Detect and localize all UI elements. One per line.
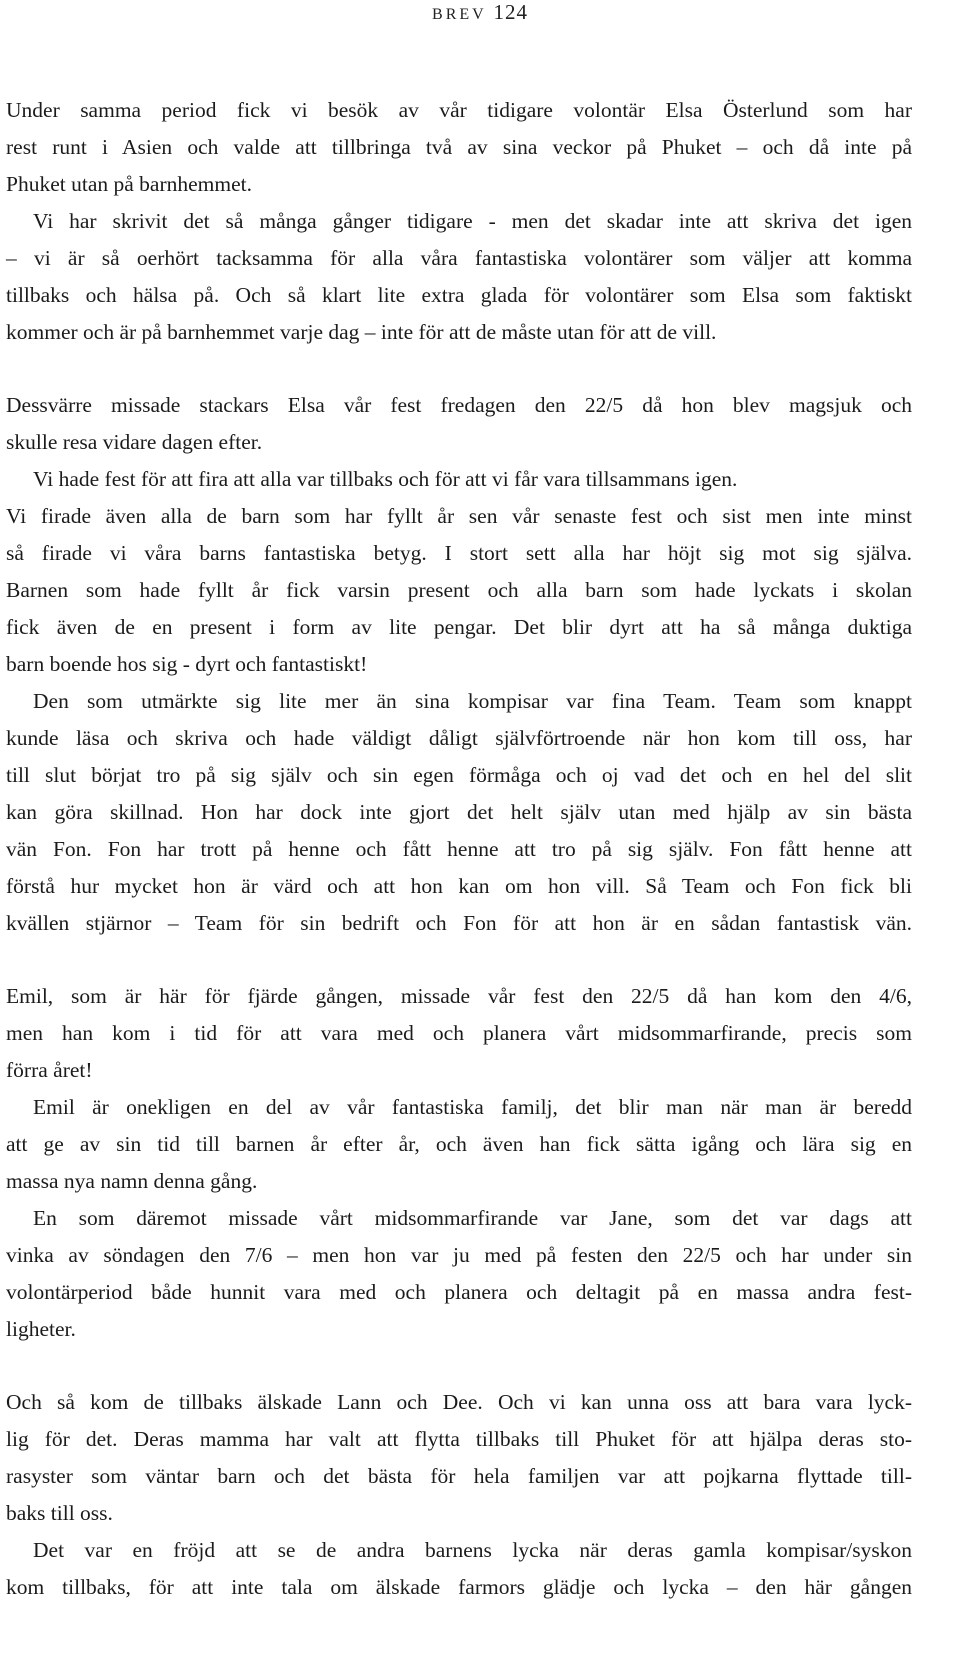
text-line: rasyster som väntar barn och det bästa för hela familjen var att pojkarna flyttade till- (6, 1464, 912, 1488)
text-line: vinka av söndagen den 7/6 – men hon var ju med på festen den 22/5 och har under sin (6, 1243, 912, 1267)
text-line: Vi hade fest för att fira att alla var tillbaks och för att vi får vara tillsammans igen. (33, 467, 738, 491)
text-line: – vi är så oerhört tacksamma för alla våra fantastiska volontärer som väljer att komma (6, 246, 912, 270)
text-line: fick även de en present i form av lite pengar. Det blir dyrt att ha så många duktiga (6, 615, 912, 639)
text-line: förra året! (6, 1058, 93, 1082)
page-header (0, 2, 960, 22)
letter-body (6, 92, 912, 1606)
text-line: till slut börjat tro på sig själv och sin egen förmåga och oj vad det och en hel del slit (6, 763, 912, 787)
text-line: lig för det. Deras mamma har valt att flytta tillbaks till Phuket för att hjälpa deras sto- (6, 1427, 912, 1451)
text-line: vän Fon. Fon har trott på henne och fått henne att tro på sig själv. Fon fått henne att (6, 837, 912, 861)
text-line: kvällen stjärnor – Team för sin bedrift och Fon för att hon är en sådan fantastisk vän. (6, 911, 912, 935)
text-line: tillbaks och hälsa på. Och så klart lite extra glada för volontärer som Elsa som faktiskt (6, 283, 912, 307)
text-line: Emil, som är här för fjärde gången, missade vår fest den 22/5 då han kom den 4/6, (6, 984, 912, 1008)
text-line: Barnen som hade fyllt år fick varsin present och alla barn som hade lyckats i skolan (6, 578, 912, 602)
text-line: Vi firade även alla de barn som har fyllt år sen vår senaste fest och sist men inte minst (6, 504, 912, 528)
text-line: Dessvärre missade stackars Elsa vår fest fredagen den 22/5 då hon blev magsjuk och (6, 393, 912, 417)
text-line: förstå hur mycket hon är värd och att hon kan om hon vill. Så Team och Fon fick bli (6, 874, 912, 898)
text-line: rest runt i Asien och valde att tillbringa två av sina veckor på Phuket – och då inte på (6, 135, 912, 159)
text-line: skulle resa vidare dagen efter. (6, 430, 263, 454)
text-line: Och så kom de tillbaks älskade Lann och Dee. Och vi kan unna oss att bara vara lyck- (6, 1390, 912, 1414)
text-line: Emil är onekligen en del av vår fantastiska familj, det blir man när man är beredd (33, 1095, 912, 1119)
text-line: baks till oss. (6, 1501, 113, 1525)
text-line: volontärperiod både hunnit vara med och planera och deltagit på en massa andra fest- (6, 1280, 912, 1304)
text-line: massa nya namn denna gång. (6, 1169, 258, 1193)
text-line: kan göra skillnad. Hon har dock inte gjort det helt själv utan med hjälp av sin bästa (6, 800, 912, 824)
paragraph-gap (6, 942, 912, 978)
text-line: En som däremot missade vårt midsommarfirande var Jane, som det var dags att (33, 1206, 912, 1230)
text-line: men han kom i tid för att vara med och planera vårt midsommarfirande, precis som (6, 1021, 912, 1045)
text-line: kunde läsa och skriva och hade väldigt dåligt självförtroende när hon kom till oss, har (6, 726, 912, 750)
paragraph-gap (6, 1348, 912, 1384)
text-line: barn boende hos sig - dyrt och fantastiskt! (6, 652, 368, 676)
text-line: Den som utmärkte sig lite mer än sina kompisar var fina Team. Team som knappt (33, 689, 912, 713)
text-line: ligheter. (6, 1317, 76, 1341)
paragraph-gap (6, 351, 912, 387)
text-line: Vi har skrivit det så många gånger tidigare - men det skadar inte att skriva det igen (33, 209, 912, 233)
running-head-label: BREV (432, 6, 487, 23)
page-number: 124 (493, 0, 528, 24)
text-line: Phuket utan på barnhemmet. (6, 172, 252, 196)
text-line: kom tillbaks, för att inte tala om älskade farmors glädje och lycka – den här gången (6, 1575, 912, 1599)
text-line: Under samma period fick vi besök av vår tidigare volontär Elsa Österlund som har (6, 98, 912, 122)
text-line: så firade vi våra barns fantastiska betyg. I stort sett alla har höjt sig mot sig själva. (6, 541, 912, 565)
text-line: Det var en fröjd att se de andra barnens lycka när deras gamla kompisar/syskon (33, 1538, 912, 1562)
text-line: att ge av sin tid till barnen år efter år, och även han fick sätta igång och lära sig en (6, 1132, 912, 1156)
text-line: kommer och är på barnhemmet varje dag – inte för att de måste utan för att de vill. (6, 320, 717, 344)
